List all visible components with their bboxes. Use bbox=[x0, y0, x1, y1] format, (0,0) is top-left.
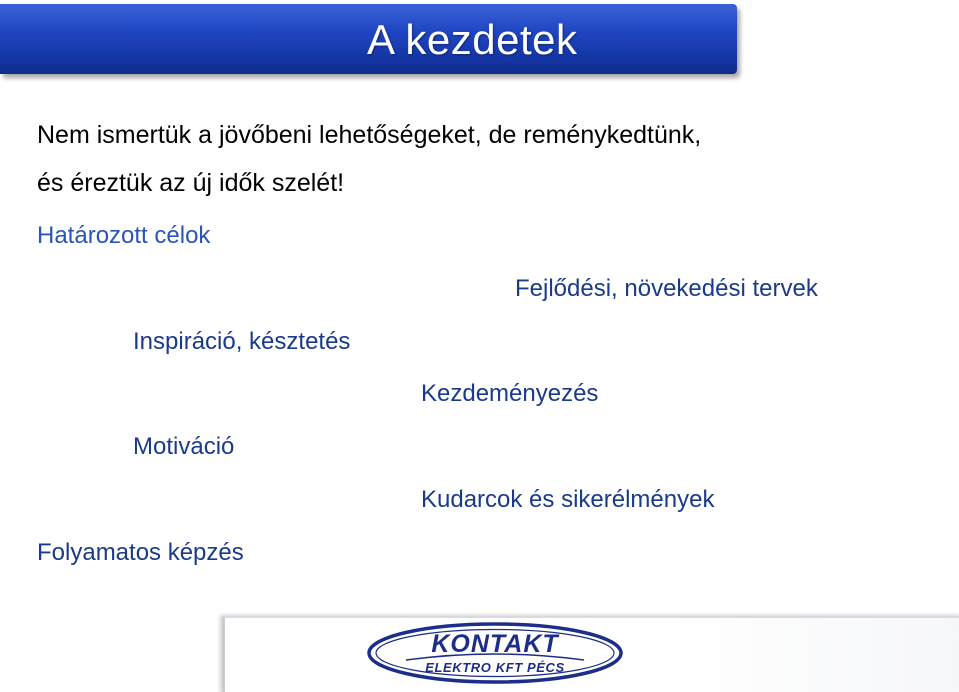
point-kezdemenyezes: Kezdeményezés bbox=[421, 380, 599, 407]
kontakt-logo bbox=[366, 622, 624, 684]
title-bar bbox=[0, 4, 737, 74]
logo-line1: KONTAKT bbox=[431, 630, 559, 658]
point-kudarcok-sikerelmenyek: Kudarcok és sikerélmények bbox=[421, 486, 715, 513]
point-hatarozott-celok: Határozott célok bbox=[37, 222, 211, 249]
logo-line2: ELEKTRO KFT PÉCS bbox=[425, 660, 565, 675]
slide-title: A kezdetek bbox=[367, 16, 578, 63]
point-motivacio: Motiváció bbox=[133, 433, 235, 460]
point-inspiracio: Inspiráció, késztetés bbox=[133, 328, 351, 355]
intro-line-1: Nem ismertük a jövőbeni lehetőségeket, de reménykedtünk, bbox=[37, 121, 702, 149]
intro-line-2: és éreztük az új idők szelét! bbox=[37, 169, 345, 197]
point-folyamatos-kepzes: Folyamatos képzés bbox=[37, 539, 244, 566]
point-fejlodesi-tervek: Fejlődési, növekedési tervek bbox=[515, 275, 818, 302]
